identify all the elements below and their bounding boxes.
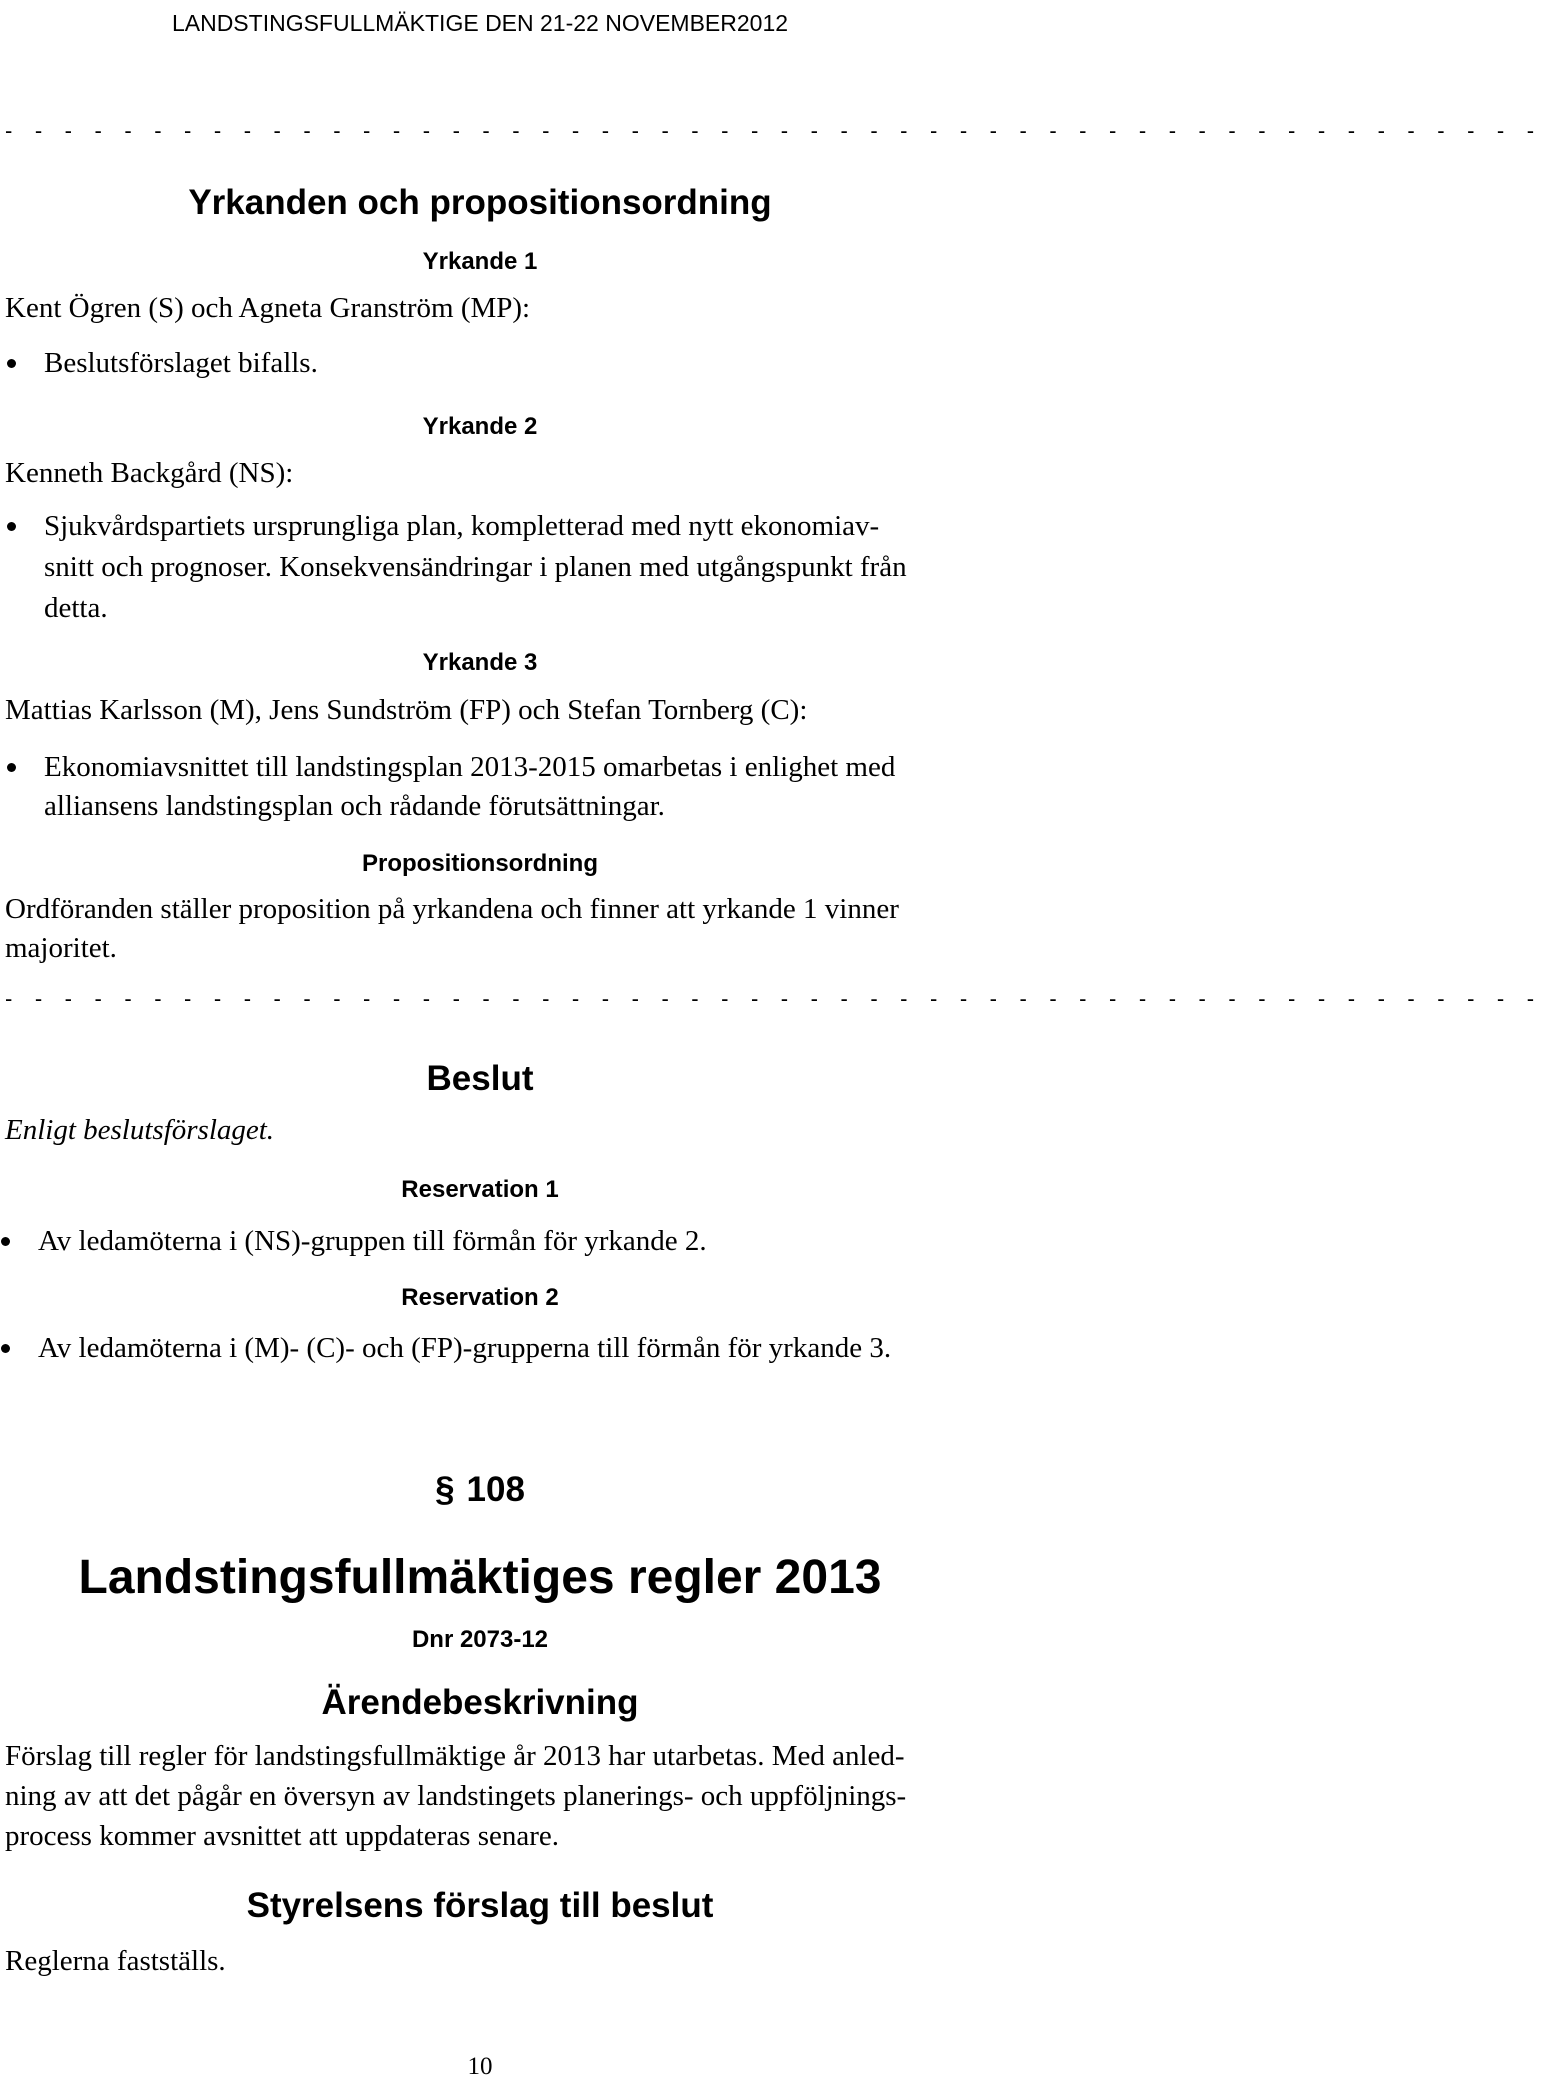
- paragraph-number: [0, 1468, 960, 1512]
- bullet-yrkande-2-line-1: Sjukvårdspartiets ursprungliga plan, kompletterad med nytt ekonomiav-: [44, 510, 880, 542]
- heading-propositionsordning: Propositionsordning: [362, 850, 598, 877]
- proposer-yrkande-3: Mattias Karlsson (M), Jens Sundström (FP) och Stefan Tornberg (C):: [5, 694, 808, 726]
- bullet-reservation-2: Av ledamöterna i (M)- (C)- och (FP)-grupperna till förmån för yrkande 3.: [38, 1332, 892, 1364]
- arendebeskrivning-line-3: process kommer avsnittet att uppdateras senare.: [5, 1820, 560, 1852]
- heading-yrkande-1: Yrkande 1: [422, 248, 538, 275]
- bullet-yrkande-2-line-3: detta.: [44, 592, 108, 624]
- diarienummer: Dnr 2073-12: [411, 1626, 549, 1653]
- separator-middle: - - - - - - - - - - - - - - - - - - - - - - - - - - - - - - - - - - - - - - - - - - - - - - - - - - - -: [5, 986, 1542, 1011]
- propositionsordning-line-1: Ordföranden ställer proposition på yrkandena och finner att yrkande 1 vinner: [5, 893, 899, 925]
- heading-arendebeskrivning: Ärendebeskrivning: [321, 1683, 639, 1722]
- heading-yrkande-3: Yrkande 3: [422, 649, 538, 676]
- bullet-reservation-1: Av ledamöterna i (NS)-gruppen till förmån för yrkande 2.: [38, 1225, 707, 1257]
- heading-yrkande-2: Yrkande 2: [422, 413, 538, 440]
- section-title-yrkanden: Yrkanden och propositionsordning: [188, 183, 772, 222]
- paragraph-number-value: 108: [466, 1470, 525, 1509]
- paragraph-sign: §: [435, 1470, 455, 1509]
- arendebeskrivning-line-2: ning av att det pågår en översyn av landstingets planerings- och uppföljnings-: [5, 1780, 907, 1812]
- heading-reservation-2: Reservation 2: [401, 1284, 559, 1311]
- propositionsordning-line-2: majoritet.: [5, 932, 117, 964]
- bullet-yrkande-3-line-2: alliansens landstingsplan och rådande förutsättningar.: [44, 790, 665, 822]
- separator-top: - - - - - - - - - - - - - - - - - - - - - - - - - - - - - - - - - - - - - - - - - - - - - - - - - - - -: [5, 118, 1542, 143]
- bullet-yrkande-1: Beslutsförslaget bifalls.: [44, 347, 318, 379]
- heading-styrelsens-forslag: Styrelsens förslag till beslut: [246, 1886, 714, 1925]
- bullet-yrkande-3-line-1: Ekonomiavsnittet till landstingsplan 2013-2015 omarbetas i enlighet med: [44, 751, 896, 783]
- heading-reservation-1: Reservation 1: [401, 1176, 559, 1203]
- heading-beslut: Beslut: [426, 1059, 534, 1098]
- styrelsens-forslag-text: Reglerna fastställs.: [5, 1945, 226, 1977]
- proposer-yrkande-2: Kenneth Backgård (NS):: [5, 457, 294, 489]
- item-title: Landstingsfullmäktiges regler 2013: [78, 1551, 882, 1604]
- beslut-text: Enligt beslutsförslaget.: [5, 1114, 275, 1146]
- bullet-yrkande-2-line-2: snitt och prognoser. Konsekvensändringar i planen med utgångspunkt från: [44, 551, 907, 583]
- page-number: 10: [467, 2053, 493, 2080]
- arendebeskrivning-line-1: Förslag till regler för landstingsfullmäktige år 2013 har utarbetas. Med anled-: [5, 1740, 905, 1772]
- page-header: LANDSTINGSFULLMÄKTIGE DEN 21-22 NOVEMBER2012: [171, 10, 789, 36]
- proposer-yrkande-1: Kent Ögren (S) och Agneta Granström (MP):: [5, 292, 531, 324]
